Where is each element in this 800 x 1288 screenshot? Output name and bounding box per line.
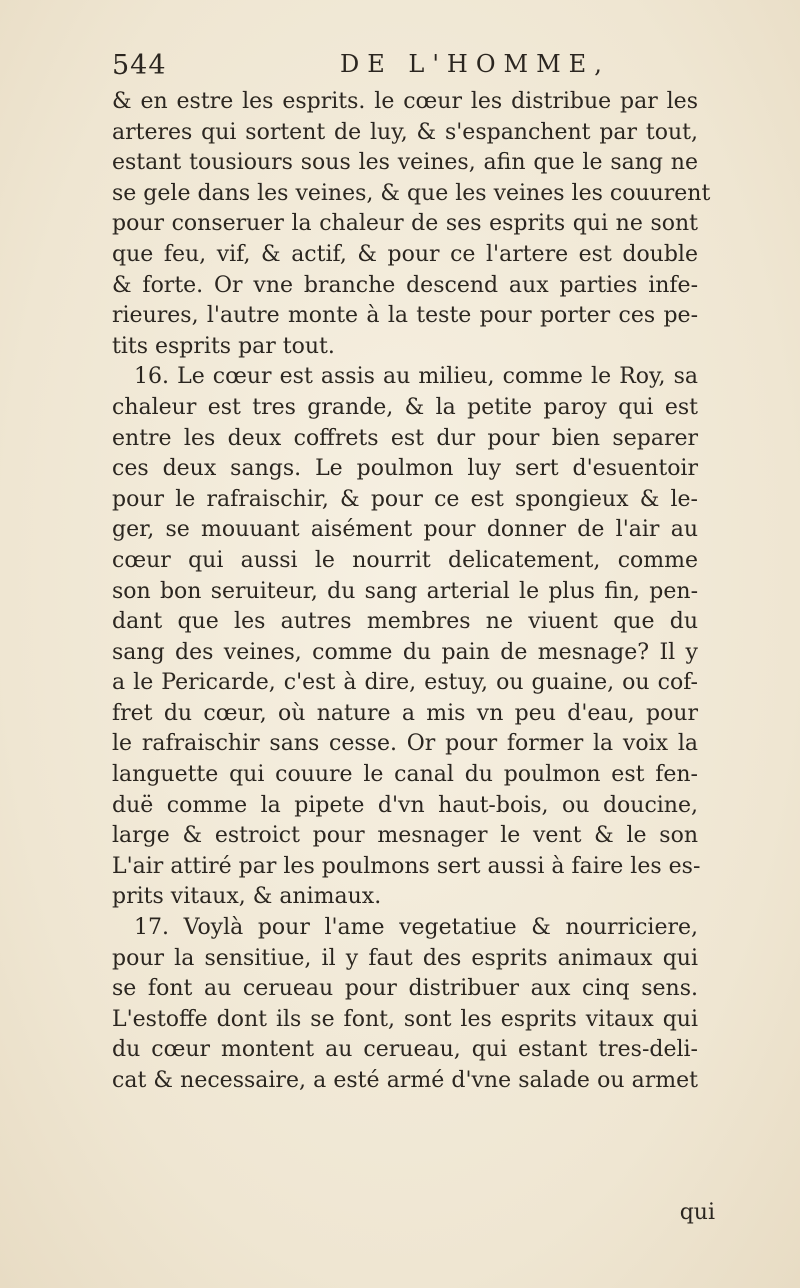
running-title: DE L'HOMME,	[340, 50, 610, 78]
text-line: arteres qui sortent de luy, & s'espanchent par tout,	[112, 119, 698, 145]
text-line: cat & necessaire, a esté armé d'vne salade ou armet	[112, 1068, 698, 1093]
text-line: a le Pericarde, c'est à dire, estuy, ou guaine, ou cof-	[112, 670, 698, 696]
paragraph-end-line: prits vitaux, & animaux.	[112, 884, 382, 910]
text-line: estant tousiours sous les veines, afin que le sang ne	[112, 150, 698, 176]
text-line: entre les deux coffrets est dur pour bien separer	[112, 425, 698, 451]
text-line: L'estoffe dont ils se font, sont les esprits vitaux qui	[112, 1006, 698, 1032]
text-line: que feu, vif, & actif, & pour ce l'artere est double	[112, 241, 698, 267]
text-line: L'air attiré par les poulmons sert aussi à faire les es-	[112, 853, 701, 879]
text-line: pour la sensitiue, il y faut des esprits animaux qui	[112, 945, 698, 971]
text-line: du cœur montent au cerueau, qui estant tres-deli-	[112, 1037, 698, 1063]
text-line: se font au cerueau pour distribuer aux cinq sens.	[112, 976, 698, 1002]
page-header	[112, 48, 692, 88]
text-line: pour conseruer la chaleur de ses esprits qui ne sont	[112, 211, 698, 237]
paragraph-start-line: 16. Le cœur est assis au milieu, comme le Roy, sa	[134, 364, 698, 390]
text-line: chaleur est tres grande, & la petite paroy qui est	[112, 394, 698, 420]
text-line: large & estroict pour mesnager le vent & le son	[112, 823, 698, 849]
text-line: dant que les autres membres ne viuent que du	[112, 609, 698, 635]
paragraph-end-line: tits esprits par tout.	[112, 333, 335, 359]
text-line: fret du cœur, où nature a mis vn peu d'eau, pour	[112, 700, 698, 726]
text-line: duë comme la pipete d'vn haut-bois, ou doucine,	[112, 792, 698, 818]
text-line: & en estre les esprits. le cœur les distribue par les	[112, 89, 698, 114]
text-line: sang des veines, comme du pain de mesnage? Il y	[112, 639, 698, 665]
text-line: pour le rafraischir, & pour ce est spongieux & le-	[112, 486, 698, 512]
text-line: son bon seruiteur, du sang arterial le plus fin, pen-	[112, 578, 698, 604]
body-text	[112, 87, 711, 1097]
text-line: languette qui couure le canal du poulmon est fen-	[112, 762, 698, 788]
page-number: 544	[112, 50, 167, 81]
text-line: rieures, l'autre monte à la teste pour porter ces pe-	[112, 303, 698, 329]
text-line: se gele dans les veines, & que les veines les couurent	[112, 180, 711, 206]
text-line: & forte. Or vne branche descend aux parties infe-	[112, 272, 698, 298]
text-line: le rafraischir sans cesse. Or pour former la voix la	[112, 731, 698, 757]
text-line: cœur qui aussi le nourrit delicatement, comme	[112, 547, 698, 573]
text-line: ger, se mouuant aisément pour donner de l'air au	[112, 517, 698, 543]
catchword: qui	[679, 1200, 715, 1225]
paragraph-start-line: 17. Voylà pour l'ame vegetatiue & nourriciere,	[134, 915, 698, 941]
text-line: ces deux sangs. Le poulmon luy sert d'esuentoir	[112, 456, 698, 482]
